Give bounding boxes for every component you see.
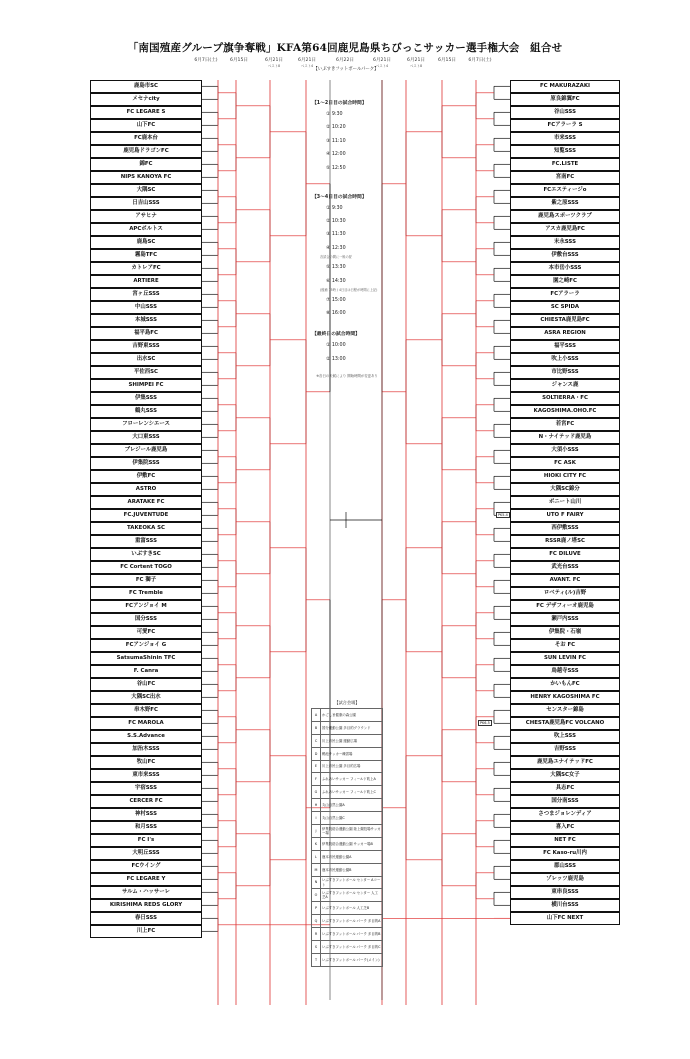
- team-slot-left: 鹿島SC: [90, 236, 202, 249]
- pk-note: PK6-5: [480, 721, 490, 725]
- team-slot-left: 神村SSS: [90, 808, 202, 821]
- team-slot-right: ボニート山川: [510, 496, 620, 509]
- team-slot-left: F. Canra: [90, 665, 202, 678]
- team-slot-right: 瀬戸内SSS: [510, 613, 620, 626]
- team-slot-left: 山下FC: [90, 119, 202, 132]
- team-slot-right: 鹿児島スポーツクラブ: [510, 210, 620, 223]
- team-slot-right: 西伊敷SSS: [510, 522, 620, 535]
- schedule-footnote: ※各日の天候により 開始時間が変更あり: [316, 373, 378, 378]
- venue-code: G: [312, 786, 321, 799]
- team-slot-left: 国分SSS: [90, 613, 202, 626]
- schedule-time: ④ 12:00: [326, 152, 346, 158]
- team-slot-left: FC I's: [90, 834, 202, 847]
- team-slot-right: ロベティ(ル)吉野: [510, 587, 620, 600]
- schedule-time: ③ 11:30: [326, 232, 346, 238]
- schedule-time: ② 10:20: [326, 125, 346, 131]
- venue-row: [312, 721, 383, 734]
- venue-code: S: [312, 941, 321, 954]
- venue-name: いぶすきフットボール 人工芝B: [321, 902, 383, 915]
- venue-name: いぶすきフットボール センター Aコート: [321, 876, 383, 889]
- team-slot-left: 東市来SSS: [90, 769, 202, 782]
- team-slot-left: TAKEOKA SC: [90, 522, 202, 535]
- team-slot-right: 紫之原SSS: [510, 197, 620, 210]
- team-slot-right: ASRA REGION: [510, 327, 620, 340]
- team-slot-left: 大隅SC出水: [90, 691, 202, 704]
- team-slot-right: 横川台SSS: [510, 899, 620, 912]
- team-slot-right: 園之崎FC: [510, 275, 620, 288]
- venue-name: 丸山自然公園A: [321, 799, 383, 812]
- team-slot-left: カトレアFC: [90, 262, 202, 275]
- team-slot-left: サルム・ハッサーレ: [90, 886, 202, 899]
- venue-code: A: [312, 709, 321, 722]
- team-slot-right: CHESTA鹿児島FC VOLCANO: [510, 717, 620, 730]
- venue-row: [312, 825, 383, 838]
- venue-name: かごしま健康の森公園: [321, 709, 383, 722]
- team-slot-right: FC DILUVE: [510, 548, 620, 561]
- date-left-round2: 6月15日: [230, 58, 248, 63]
- team-slot-left: ARATAKE FC: [90, 496, 202, 509]
- venue-row: [312, 876, 383, 889]
- team-slot-right: CHIESTA鹿児島FC: [510, 314, 620, 327]
- venue-code: R: [312, 928, 321, 941]
- team-slot-right: 市来SSS: [510, 132, 620, 145]
- team-slot-left: 伊敷FC: [90, 470, 202, 483]
- team-slot-left: FCアンジョイ M: [90, 600, 202, 613]
- venue-code: N: [312, 876, 321, 889]
- venue-code: F: [312, 773, 321, 786]
- schedule-panel: [312, 95, 382, 378]
- team-slot-right: 知覧SSS: [510, 145, 620, 158]
- team-slot-right: FC.LISTE: [510, 158, 620, 171]
- schedule-time: ⑤ 13:30: [326, 265, 346, 271]
- venue-code: H: [312, 799, 321, 812]
- team-slot-right: 大隅SC女子: [510, 769, 620, 782]
- team-slot-left: 加治木SSS: [90, 743, 202, 756]
- team-slot-right: 山下FC NEXT: [510, 912, 620, 925]
- team-slot-left: 中山SSS: [90, 301, 202, 314]
- team-slot-left: メセナcity: [90, 93, 202, 106]
- team-slot-left: 串木野FC: [90, 704, 202, 717]
- team-slot-right: RSSR鹿ノ塔SC: [510, 535, 620, 548]
- schedule-time: ④ 12:30: [326, 245, 346, 251]
- team-slot-right: さつまジョレンディア: [510, 808, 620, 821]
- team-slot-right: 末永SSS: [510, 236, 620, 249]
- team-slot-left: FC MAROLA: [90, 717, 202, 730]
- venue-name: いぶすきフットボール パーク 多目的A: [321, 915, 383, 928]
- venue-table: [311, 708, 383, 967]
- team-slot-left: 和月SSS: [90, 821, 202, 834]
- team-slot-left: 伊集院SSS: [90, 457, 202, 470]
- date-right-round4: 6月21日 ベスト4: [373, 58, 391, 68]
- team-slot-left: 可愛FC: [90, 626, 202, 639]
- team-slot-left: 吉野東SSS: [90, 340, 202, 353]
- date-left-round4: 6月21日 ベスト4: [298, 58, 316, 68]
- team-slot-right: 鳥越寺SSS: [510, 665, 620, 678]
- date-left-round3: 6月21日 ベスト8: [265, 58, 283, 68]
- team-slot-right: アスカ鹿児島FC: [510, 223, 620, 236]
- team-slot-right: 伊集院・石嶺: [510, 626, 620, 639]
- team-slot-left: FCウイング: [90, 860, 202, 873]
- team-slot-right: FC デザフィーオ鹿児島: [510, 600, 620, 613]
- schedule-note: (後補 15時 / 4日目は日程が時間に上記): [320, 287, 378, 292]
- venue-row: [312, 837, 383, 850]
- team-slot-left: FC LEGARE Y: [90, 873, 202, 886]
- team-slot-right: ゾレッツ鹿児島: [510, 873, 620, 886]
- team-slot-left: FC鹿本台: [90, 132, 202, 145]
- venue-row: [312, 760, 383, 773]
- team-slot-right: FC MAKURAZAKI: [510, 80, 620, 93]
- venue-code: K: [312, 837, 321, 850]
- team-slot-left: 大口東SSS: [90, 431, 202, 444]
- team-slot-left: KIRISHIMA REDS GLORY: [90, 899, 202, 912]
- team-slot-right: そお FC: [510, 639, 620, 652]
- team-slot-right: 原良錦翼FC: [510, 93, 620, 106]
- venue-row: [312, 850, 383, 863]
- team-slot-left: 鹿島市SC: [90, 80, 202, 93]
- venue-name: 国分運動公園 多目的グラウンド: [321, 721, 383, 734]
- venue-row: [312, 863, 383, 876]
- team-slot-right: 吉野SSS: [510, 743, 620, 756]
- date-right-round3: 6月21日 ベスト8: [407, 58, 425, 68]
- venue-row: [312, 915, 383, 928]
- venue-name: いぶすきフットボール センター 人工芝A: [321, 889, 383, 902]
- team-slot-left: 鶴丸SSS: [90, 405, 202, 418]
- venue-code: M: [312, 863, 321, 876]
- team-slot-right: 東串良SSS: [510, 886, 620, 899]
- team-slot-right: SUN LEVIN FC: [510, 652, 620, 665]
- team-slot-left: 宇宿SSS: [90, 782, 202, 795]
- venue-name: 伊集院総合運動公園 陸上競技場サッカー場: [321, 825, 383, 838]
- venue-name: いぶすきフットボール パーク 多目的B: [321, 928, 383, 941]
- venue-code: B: [312, 721, 321, 734]
- team-slot-right: 宮南FC: [510, 171, 620, 184]
- date-center: 6月22日: [336, 58, 354, 63]
- team-slot-left: 鹿児島ドラゴンFC: [90, 145, 202, 158]
- schedule-time: ⑧ 16:00: [326, 311, 346, 317]
- schedule-time: ③ 11:10: [326, 138, 346, 144]
- venue-row: [312, 709, 383, 722]
- team-slot-left: SHIMPEI FC: [90, 379, 202, 392]
- team-slot-right: 鹿児島ユナイテッドFC: [510, 756, 620, 769]
- team-slot-right: FCアラーラ: [510, 288, 620, 301]
- date-right-round2: 6月15日: [438, 58, 456, 63]
- team-slot-right: SOLTIERRA・FC: [510, 392, 620, 405]
- team-slot-left: 川上FC: [90, 925, 202, 938]
- schedule-note: 各試合の間に一般の昼: [320, 255, 352, 260]
- venue-code: O: [312, 889, 321, 902]
- team-slot-left: CERCER FC: [90, 795, 202, 808]
- venue-row: [312, 747, 383, 760]
- schedule-heading-2: 【3〜4日目の試合時間】: [312, 194, 367, 200]
- team-slot-right: UTO F FAIRY: [510, 509, 620, 522]
- team-slot-right: 伊敷台SSS: [510, 249, 620, 262]
- venue-name: 川上市民公園 多目的広場: [321, 760, 383, 773]
- venue-name: ふれあいサッカー フィールド吹上A: [321, 773, 383, 786]
- venue-name: 丸山自然公園C: [321, 812, 383, 825]
- schedule-time: ② 10:30: [326, 218, 346, 224]
- schedule-heading-3: 【最終日の試合時間】: [312, 332, 360, 338]
- venue-row: [312, 734, 383, 747]
- team-slot-right: HENRY KAGOSHIMA FC: [510, 691, 620, 704]
- venue-row: [312, 799, 383, 812]
- team-slot-left: FC 獅子: [90, 574, 202, 587]
- schedule-time: ① 10:00: [326, 343, 346, 349]
- team-slot-right: FCエスティージo: [510, 184, 620, 197]
- page-title: 「南国殖産グループ旗争奪戦」KFA第64回鹿児島県ちびっこサッカー選手権大会 組合せ: [127, 42, 563, 54]
- team-slot-right: 本市岳小SSS: [510, 262, 620, 275]
- team-slot-right: 福平SSS: [510, 340, 620, 353]
- venue-row: [312, 953, 383, 966]
- team-slot-right: 喜入FC: [510, 821, 620, 834]
- venue-name: 鹿本市民運動公園B: [321, 863, 383, 876]
- team-slot-right: 大須小SSS: [510, 444, 620, 457]
- schedule-time: ⑥ 14:30: [326, 278, 346, 284]
- team-slot-left: 霧島TFC: [90, 249, 202, 262]
- venue-code: J: [312, 825, 321, 838]
- venue-title: 【試合会場】: [334, 700, 360, 705]
- venue-row: [312, 773, 383, 786]
- venue-name: 鴨池サッカー練習場: [321, 747, 383, 760]
- team-slot-right: 谷山SSS: [510, 106, 620, 119]
- venue-row: [312, 902, 383, 915]
- center-venue-header: 【いぶすきフットボールパーク】: [313, 67, 379, 72]
- venue-name: 鹿本市民運動公園A: [321, 850, 383, 863]
- team-slot-left: アサヒナ: [90, 210, 202, 223]
- venue-code: D: [312, 747, 321, 760]
- venue-code: C: [312, 734, 321, 747]
- team-slot-right: SC SPIDA: [510, 301, 620, 314]
- team-slot-left: S.S.Advance: [90, 730, 202, 743]
- venue-row: [312, 786, 383, 799]
- venue-row: [312, 928, 383, 941]
- team-slot-left: 錦FC: [90, 158, 202, 171]
- team-slot-left: 福平島FC: [90, 327, 202, 340]
- schedule-time: ① 9:30: [326, 112, 343, 117]
- venue-name: ふれあいサッカー フィールド吹上C: [321, 786, 383, 799]
- team-slot-left: ASTRO: [90, 483, 202, 496]
- team-slot-left: 大隅SC: [90, 184, 202, 197]
- team-slot-left: SatsumaShinin TFC: [90, 652, 202, 665]
- team-slot-right: 郡山SSS: [510, 860, 620, 873]
- team-slot-left: 日吉山SSS: [90, 197, 202, 210]
- team-slot-left: 本城SSS: [90, 314, 202, 327]
- team-slot-right: 具志FC: [510, 782, 620, 795]
- team-slot-right: 大隅SC錦分: [510, 483, 620, 496]
- team-slot-right: KAGOSHIMA.OHO.FC: [510, 405, 620, 418]
- team-slot-left: いぶすきSC: [90, 548, 202, 561]
- team-slot-right: 市比野SSS: [510, 366, 620, 379]
- team-slot-right: 吹上小SSS: [510, 353, 620, 366]
- date-left-round1: 6月7日(土): [194, 58, 218, 63]
- schedule-time: ⑦ 15:00: [326, 297, 346, 303]
- team-slot-right: 武光台SSS: [510, 561, 620, 574]
- pk-note: PK5-4: [498, 513, 508, 517]
- team-slot-left: 谷山FC: [90, 678, 202, 691]
- venue-code: P: [312, 902, 321, 915]
- team-slot-left: FC.JUVENTUDE: [90, 509, 202, 522]
- date-right-round1: 6月7日(土): [468, 58, 492, 63]
- team-slot-left: FC Cortent TOGO: [90, 561, 202, 574]
- schedule-time: ① 9:30: [326, 205, 343, 211]
- schedule-heading-1: 【1〜2日目の試合時間】: [312, 101, 367, 106]
- team-slot-left: 伊集SSS: [90, 392, 202, 405]
- team-slot-right: 若宮FC: [510, 418, 620, 431]
- venue-code: E: [312, 760, 321, 773]
- venue-name: いぶすきフットボール パーク 多目的C: [321, 941, 383, 954]
- schedule-time: ② 13:00: [326, 356, 346, 362]
- team-slot-left: 宮ヶ丘SSS: [90, 288, 202, 301]
- team-slot-right: AVANT. FC: [510, 574, 620, 587]
- schedule-time: ⑤ 12:50: [326, 165, 346, 171]
- team-slot-right: HIOKI CITY FC: [510, 470, 620, 483]
- team-slot-right: FC ASK: [510, 457, 620, 470]
- team-slot-left: NIPS KANOYA FC: [90, 171, 202, 184]
- venue-name: いぶすきフットボール パーク(メイン): [321, 953, 383, 966]
- team-slot-left: FC LEGARE S: [90, 106, 202, 119]
- team-slot-right: ジャンス鹿: [510, 379, 620, 392]
- team-slot-right: 国分南SSS: [510, 795, 620, 808]
- venue-code: Q: [312, 915, 321, 928]
- team-slot-right: かいもんFC: [510, 678, 620, 691]
- venue-name: 川上市民公園 運動広場: [321, 734, 383, 747]
- venue-row: [312, 812, 383, 825]
- venue-name: 伊集院総合運動公園 サッカー場B: [321, 837, 383, 850]
- team-slot-right: センスター錦島: [510, 704, 620, 717]
- venue-row: [312, 941, 383, 954]
- team-slot-left: ARTIERE: [90, 275, 202, 288]
- team-slot-left: フローレンシエース: [90, 418, 202, 431]
- venue-row: [312, 889, 383, 902]
- team-slot-right: N・ナイテッド鹿児島: [510, 431, 620, 444]
- venue-code: L: [312, 850, 321, 863]
- team-slot-left: 出水SC: [90, 353, 202, 366]
- team-slot-right: NET FC: [510, 834, 620, 847]
- team-slot-left: FCアンジョイ G: [90, 639, 202, 652]
- team-slot-left: 牧山FC: [90, 756, 202, 769]
- team-slot-left: FC Tremble: [90, 587, 202, 600]
- team-slot-right: 吹上SSS: [510, 730, 620, 743]
- venue-code: T: [312, 953, 321, 966]
- venue-code: I: [312, 812, 321, 825]
- team-slot-right: FC Kaso-ru川内: [510, 847, 620, 860]
- team-slot-left: 重富SSS: [90, 535, 202, 548]
- team-slot-left: 平佐西SC: [90, 366, 202, 379]
- team-slot-right: FCアラーラ S: [510, 119, 620, 132]
- team-slot-left: 大明丘SSS: [90, 847, 202, 860]
- team-slot-left: APCボルトス: [90, 223, 202, 236]
- team-slot-left: ブレジール鹿児島: [90, 444, 202, 457]
- team-slot-left: 春日SSS: [90, 912, 202, 925]
